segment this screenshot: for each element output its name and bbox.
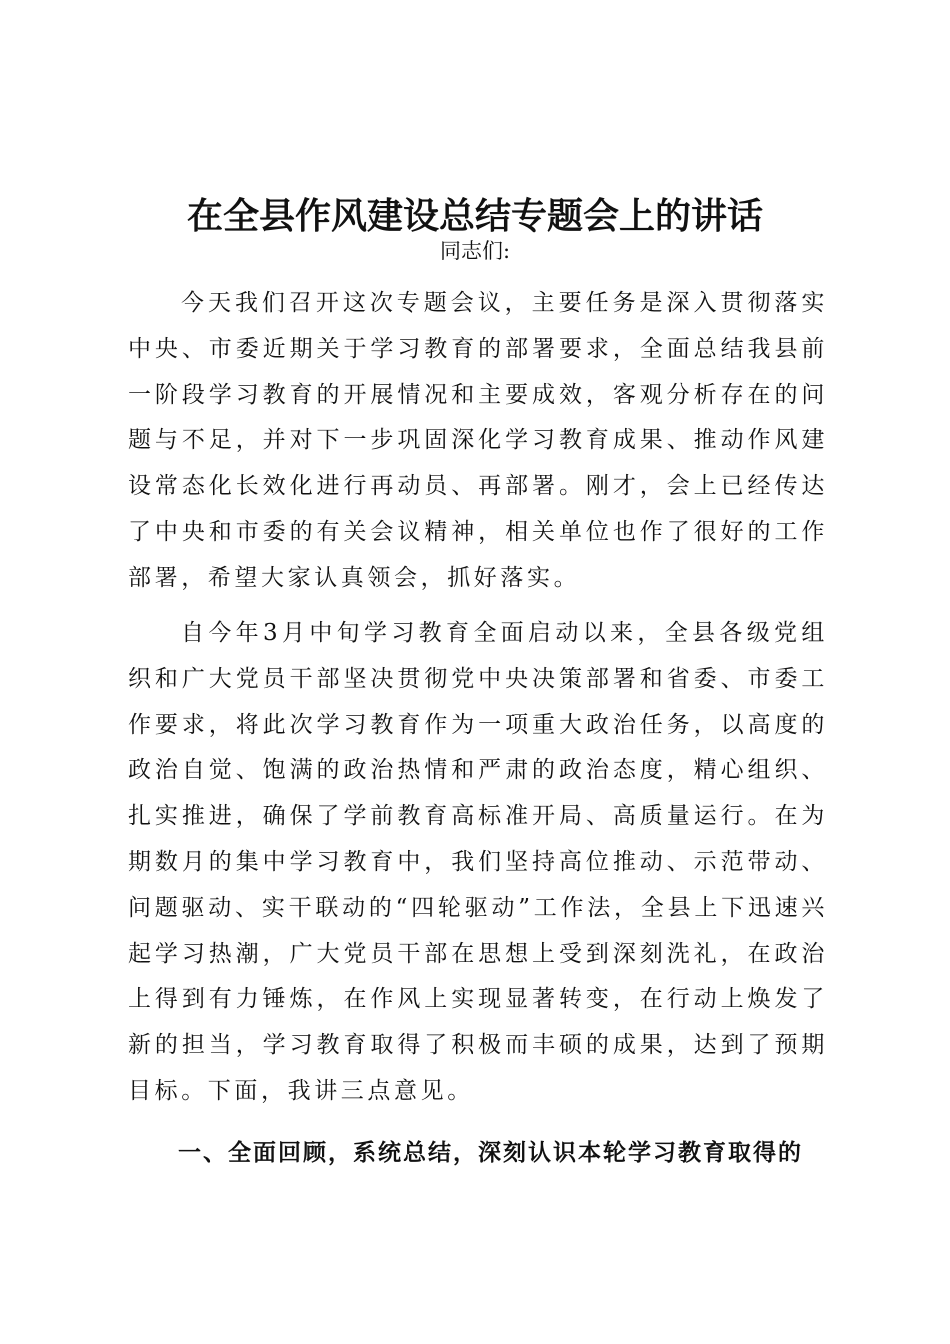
document-title: 在全县作风建设总结专题会上的讲话	[186, 195, 763, 238]
paragraph-review: 自今年3月中旬学习教育全面启动以来，全县各级党组织和广大党员干部坚决贯彻党中央决策部署和省委、市委工作要求，将此次学习教育作为一项重大政治任务，以高度的政治自觉、饱满的政治热情和严肃的政治态度，精心组织、扎实推进，确保了学前教育高标准开局、高质量运行。在为期数月的集中学习教育中，我们坚持高位推动、示范带动、问题驱动、实干联动的“四轮驱动”工作法，全县上下迅速兴起学习热潮，广大党员干部在思想上受到深刻洗礼，在政治上得到有力锤炼，在作风上实现显著转变，在行动上焕发了新的担当，学习教育取得了积极而丰硕的成果，达到了预期目标。下面，我讲三点意见。	[128, 620, 828, 1104]
paragraph-intro: 今天我们召开这次专题会议，主要任务是深入贯彻落实中央、市委近期关于学习教育的部署要求，全面总结我县前一阶段学习教育的开展情况和主要成效，客观分析存在的问题与不足，并对下一步巩固深化学习教育成果、推动作风建设常态化长效化进行再动员、再部署。刚才，会上已经传达了中央和市委的有关会议精神，相关单位也作了很好的工作部署，希望大家认真领会，抓好落实。	[128, 290, 828, 591]
greeting: 同志们:	[439, 239, 511, 263]
section-heading-1: 一、全面回顾，系统总结，深刻认识本轮学习教育取得的	[178, 1140, 803, 1166]
